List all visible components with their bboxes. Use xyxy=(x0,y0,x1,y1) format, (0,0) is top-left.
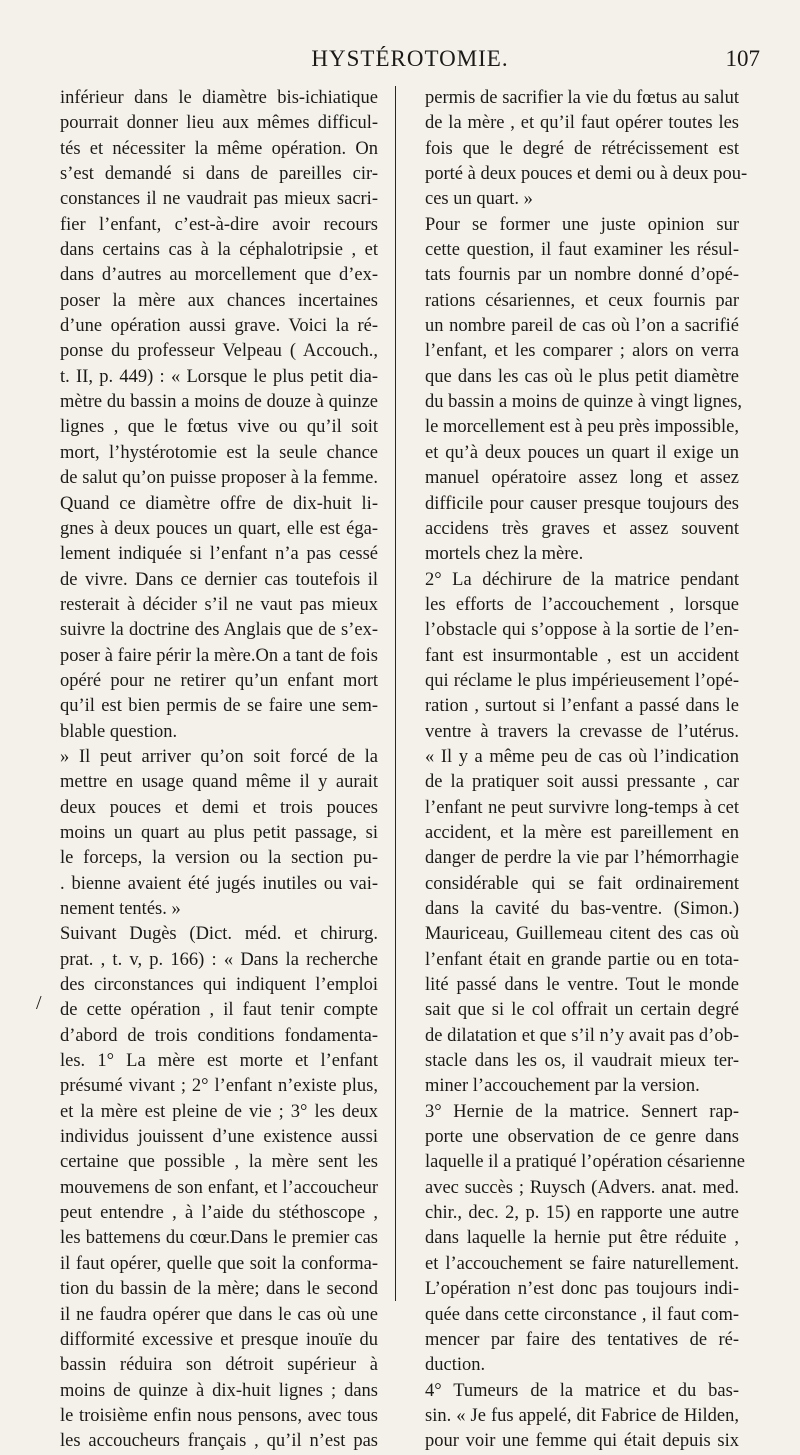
text-line: manuel opératoire assez long et assez xyxy=(425,468,739,489)
text-line: Pour se former une juste opinion sur xyxy=(425,214,739,235)
text-line: l’enfant ne peut survivre long-temps à cet xyxy=(425,797,739,818)
text-line: considérable qui se fait ordinairement xyxy=(425,873,739,894)
text-line: lité passé dans le ventre. Tout le monde xyxy=(425,975,739,996)
text-line: ventre à travers la crevasse de l’utérus. xyxy=(425,721,739,742)
running-title: HYSTÉROTOMIE. xyxy=(311,46,509,71)
text-line: tats fournis par un nombre donné d’opé- xyxy=(425,265,739,286)
text-line: ration , surtout si l’enfant a passé dans le xyxy=(425,696,739,717)
text-line: » Il peut arriver qu’on soit forcé de la xyxy=(60,746,378,767)
page-number: 107 xyxy=(725,46,760,71)
text-line: qui réclame le plus impérieusement l’opé- xyxy=(425,670,739,691)
text-line: prat. , t. v, p. 166) : « Dans la recherche xyxy=(60,949,378,970)
text-line: s’est demandé si dans de pareilles cir- xyxy=(60,164,378,185)
page-header xyxy=(60,44,760,84)
text-line: sait que si le col offrait un certain degré xyxy=(425,1000,739,1021)
text-line: t. II, p. 449) : « Lorsque le plus petit dia- xyxy=(60,366,378,387)
text-line: les accoucheurs français , qu’il n’est pas xyxy=(60,1431,378,1452)
text-line: quée dans cette circonstance , il faut com- xyxy=(425,1304,739,1325)
text-line: dans laquelle la hernie put être réduite , xyxy=(425,1228,739,1249)
text-line: l’enfant, et les comparer ; alors on verra xyxy=(425,341,739,362)
text-line: porté à deux pouces et demi ou à deux pou- xyxy=(425,164,748,185)
text-line: les battemens du cœur.Dans le premier cas xyxy=(60,1228,378,1249)
text-line: accidens très graves et assez souvent xyxy=(425,518,739,539)
text-line: accident, et la mère est pareillement en xyxy=(425,822,739,843)
text-line: un nombre pareil de cas où l’on a sacrifié xyxy=(425,316,739,337)
text-line: des circonstances qui indiquent l’emploi xyxy=(60,975,378,996)
text-line: Suivant Dugès (Dict. méd. et chirurg. xyxy=(60,924,378,945)
text-line: les. 1° La mère est morte et l’enfant xyxy=(60,1051,378,1072)
text-line: lignes , que le fœtus vive ou qu’il soit xyxy=(60,417,378,438)
text-line: constances il ne vaudrait pas mieux sacri- xyxy=(60,189,378,210)
text-line: et l’accouchement se faire naturellement. xyxy=(425,1253,739,1274)
text-line: ces un quart. » xyxy=(425,189,533,210)
text-line: fier l’enfant, c’est-à-dire avoir recours xyxy=(60,214,378,235)
text-line: de la pratiquer soit aussi pressante , car xyxy=(425,772,739,793)
text-line: que dans les cas où le plus petit diamètre xyxy=(425,366,739,387)
text-line: certaine que possible , la mère sent les xyxy=(60,1152,378,1173)
text-line: avec succès ; Ruysch (Advers. anat. med. xyxy=(425,1177,739,1198)
column-divider xyxy=(395,86,396,1301)
text-line: Mauriceau, Guillemeau citent des cas où xyxy=(425,924,739,945)
text-line: permis de sacrifier la vie du fœtus au salut xyxy=(425,88,739,108)
text-line: fant est insurmontable , est un accident xyxy=(425,645,739,666)
text-line: qu’il est bien permis de se faire une sem- xyxy=(60,696,378,717)
text-line: et qu’à deux pouces un quart il exige un xyxy=(425,442,739,463)
text-line: du bassin a moins de quinze à vingt lignes, xyxy=(425,392,743,413)
text-line: tion du bassin de la mère; dans le second xyxy=(60,1279,378,1300)
text-line: rations césariennes, et ceux fournis par xyxy=(425,290,739,311)
text-line: mouvemens de son enfant, et l’accoucheur xyxy=(60,1177,378,1198)
text-line: duction. xyxy=(425,1355,486,1376)
text-line: deux pouces et demi et trois pouces xyxy=(60,797,378,818)
text-line: porte une observation de ce genre dans xyxy=(425,1127,739,1148)
text-line: pour voir une femme qui était depuis six xyxy=(425,1431,739,1452)
text-line: pourrait donner lieu aux mêmes difficul- xyxy=(60,113,378,134)
text-line: miner l’accouchement par la version. xyxy=(425,1076,700,1097)
left-column xyxy=(60,86,378,1455)
text-line: de dilatation et que s’il n’y avait pas d’ob- xyxy=(425,1025,739,1046)
text-line: mencer par faire des tentatives de ré- xyxy=(425,1329,739,1350)
text-line: le forceps, la version ou la section pu- xyxy=(60,848,378,869)
text-line: 3° Hernie de la matrice. Sennert rap- xyxy=(425,1101,739,1122)
text-line: le morcellement est à peu près impossible, xyxy=(425,417,739,438)
text-line: . bienne avaient été jugés inutiles ou vai- xyxy=(60,873,378,894)
text-line: gnes à deux pouces un quart, elle est éga- xyxy=(60,518,378,539)
text-line: dans la cavité du bas-ventre. (Simon.) xyxy=(425,899,739,919)
text-line: difficile pour causer presque toujours des xyxy=(425,493,739,514)
text-line: 2° La déchirure de la matrice pendant xyxy=(425,569,739,590)
text-line: tés et nécessiter la même opération. On xyxy=(60,138,378,159)
text-line: dans certains cas à la céphalotripsie , et xyxy=(60,240,378,261)
text-line: poser la mère aux chances incertaines xyxy=(60,290,378,311)
text-line: poser à faire périr la mère.On a tant de fois xyxy=(60,645,378,666)
text-line: il faut opérer, quelle que soit la conforma- xyxy=(60,1253,378,1274)
text-line: laquelle il a pratiqué l’opération césarienne xyxy=(425,1152,746,1173)
text-line: l’enfant était en grande partie ou en tota- xyxy=(425,949,739,970)
text-line: sin. « Je fus appelé, dit Fabrice de Hilden, xyxy=(425,1405,739,1426)
text-line: chir., dec. 2, p. 15) en rapporte une autre xyxy=(425,1203,739,1224)
text-line: difformité excessive et presque inouïe du xyxy=(60,1329,378,1350)
text-line: Quand ce diamètre offre de dix-huit li- xyxy=(60,493,378,514)
text-line: présumé vivant ; 2° l’enfant n’existe plus, xyxy=(60,1076,378,1097)
text-line: de cette opération , il faut tenir compte xyxy=(60,1000,378,1021)
text-line: dans d’autres au morcellement que d’ex- xyxy=(60,265,378,286)
text-line: mortels chez la mère. xyxy=(425,544,584,565)
text-line: resterait à décider s’il ne vaut pas mieux xyxy=(60,594,378,615)
text-line: blable question. xyxy=(60,721,178,742)
text-line: danger de perdre la vie par l’hémorrhagie xyxy=(425,848,739,869)
text-line: ponse du professeur Velpeau ( Accouch., xyxy=(60,341,378,362)
text-line: mort, l’hystérotomie est la seule chance xyxy=(60,442,378,463)
text-line: de vivre. Dans ce dernier cas toutefois il xyxy=(60,569,378,590)
text-line: de salut qu’on puisse proposer à la femme. xyxy=(60,468,378,489)
text-line: d’une opération aussi grave. Voici la ré- xyxy=(60,316,378,337)
text-line: « Il y a même peu de cas où l’indication xyxy=(425,746,739,767)
text-line: individus jouissent d’une existence aussi xyxy=(60,1127,378,1148)
text-line: inférieur dans le diamètre bis-ichiatique xyxy=(60,88,378,108)
text-line: d’abord de trois conditions fondamenta- xyxy=(60,1025,378,1046)
text-line: suivre la doctrine des Anglais que de s’ex- xyxy=(60,620,378,641)
text-line: cette question, il faut examiner les résul- xyxy=(425,240,739,261)
text-line: de la mère , et qu’il faut opérer toutes les xyxy=(425,113,739,134)
text-line: peut entendre , à l’aide du stéthoscope , xyxy=(60,1203,378,1224)
text-line: il ne faudra opérer que dans le cas où une xyxy=(60,1304,378,1325)
text-line: stacle dans les os, il vaudrait mieux ter- xyxy=(425,1051,739,1072)
text-line: et la mère est pleine de vie ; 3° les deux xyxy=(60,1101,378,1122)
text-line: fois que le degré de rétrécissement est xyxy=(425,138,739,159)
text-line: nement tentés. » xyxy=(60,899,181,919)
text-line: les efforts de l’accouchement , lorsque xyxy=(425,594,739,615)
text-line: moins un quart au plus petit passage, si xyxy=(60,822,378,843)
text-line: mètre du bassin a moins de douze à quinze xyxy=(60,392,378,413)
text-line: mettre en usage quand même il y aurait xyxy=(60,772,378,793)
text-line: le troisième enfin nous pensons, avec tous xyxy=(60,1405,378,1426)
text-line: lement indiquée si l’enfant n’a pas cessé xyxy=(60,544,378,565)
text-line: bassin réduira son détroit supérieur à xyxy=(60,1355,378,1376)
right-column xyxy=(425,86,748,1455)
text-line: L’opération n’est donc pas toujours indi- xyxy=(425,1279,739,1300)
text-line: l’obstacle qui s’oppose à la sortie de l’en- xyxy=(425,620,739,641)
text-line: moins de quinze à dix-huit lignes ; dans xyxy=(60,1380,378,1401)
margin-mark: / xyxy=(36,992,42,1014)
text-line: 4° Tumeurs de la matrice et du bas- xyxy=(425,1380,739,1401)
text-line: opéré pour ne retirer qu’un enfant mort xyxy=(60,670,378,691)
